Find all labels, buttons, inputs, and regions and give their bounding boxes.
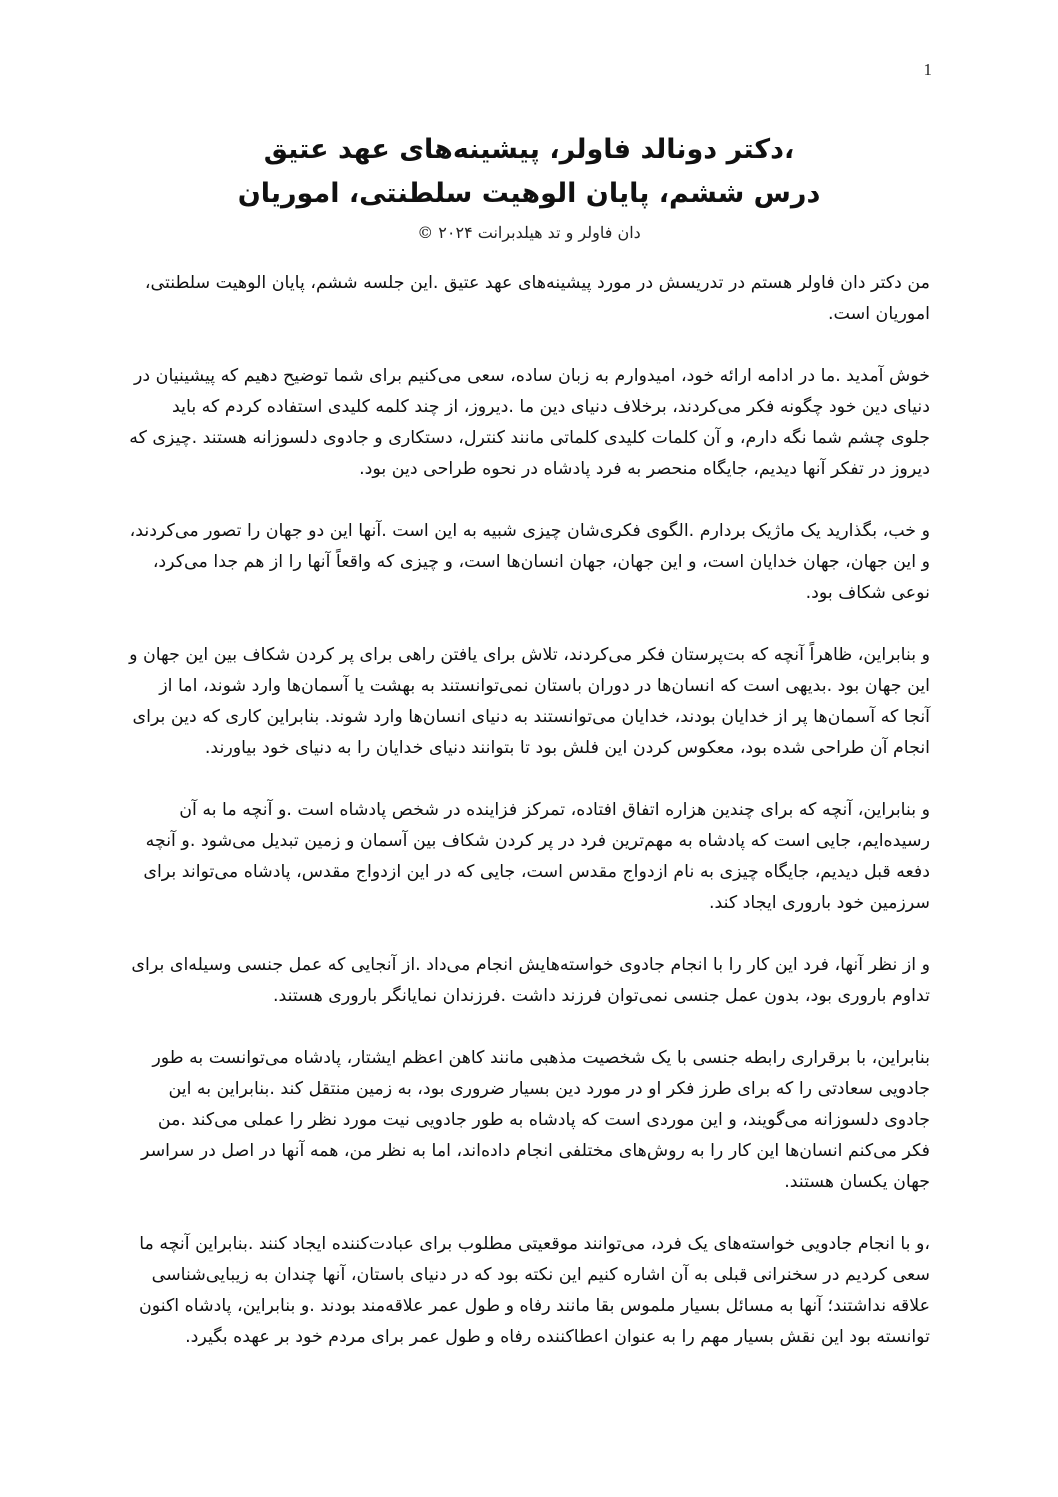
- paragraph: خوش آمدید .ما در ادامه ارائه خود، امیدوارم به زبان ساده، سعی می‌کنیم برای شما توضیح دهیم که پیشینیان در دنیای دین خود چگونه فکر می‌کردند، برخلاف دنیای دین ما .دیروز، از چند کلمه کلیدی استفاده کردم که باید جلوی چشم شما نگه دارم، و آن کلمات کلیدی کلماتی مانند کنترل، دستکاری و جادوی دلسوزانه هستند .چیزی که دیروز در تفکر آنها دیدیم، جایگاه منحصر به فرد پادشاه در نحوه طراحی دین بود.: [129, 366, 930, 479]
- document-title-line-1: ،دکتر دونالد فاولر، پیشینه‌های عهد عتیق: [263, 134, 795, 165]
- document-header: [120, 128, 938, 248]
- copyright-notice: دان فاولر و تد هیلدبرانت ۲۰۲۴ ©: [417, 223, 641, 242]
- paragraph: و بنابراین، ظاهراً آنچه که بت‌پرستان فکر می‌کردند، تلاش برای یافتن راهی برای پر کردن شکاف بین این جهان و این جهان بود .بدیهی است که انسان‌ها در دوران باستان نمی‌توانستند به بهشت یا آسمان‌ها وارد شوند، اما از آنجا که آسمان‌ها پر از خدایان بودند، خدایان می‌توانستند به دنیای انسان‌ها وارد شوند. بنابراین کاری که دین برای انجام آن طراحی شده بود، معکوس کردن این فلش بود تا بتوانند دنیای خدایان را به دنیای خود بیاورند.: [129, 645, 930, 758]
- paragraph: و خب، بگذارید یک ماژیک بردارم .الگوی فکری‌شان چیزی شبیه به این است .آنها این دو جهان را تصور می‌کردند، و این جهان، جهان خدایان است، و این جهان، جهان انسان‌ها است، و چیزی که واقعاً آنها را از هم جدا می‌کرد، نوعی شکاف بود.: [129, 521, 930, 603]
- paragraph: من دکتر دان فاولر هستم در تدریسش در مورد پیشینه‌های عهد عتیق .این جلسه ششم، پایان الوهیت سلطنتی، اموریان است.: [144, 273, 930, 324]
- paragraph: ،و با انجام جادویی خواسته‌های یک فرد، می‌توانند موقعیتی مطلوب برای عبادت‌کننده ایجاد کنند .بنابراین آنچه ما سعی کردیم در سخنرانی قبلی به آن اشاره کنیم این نکته بود که در دنیای باستان، آنها چندان به زیبایی‌شناسی علاقه نداشتند؛ آنها به مسائل بسیار ملموس بقا مانند رفاه و طول عمر علاقه‌مند بودند .و بنابراین، پادشاه اکنون توانسته بود این نقش بسیار مهم را به عنوان اعطاکننده رفاه و طول عمر برای مردم خود بر عهده بگیرد.: [139, 1234, 930, 1347]
- document-title-line-2: درس ششم، پایان الوهیت سلطنتی، اموریان: [237, 178, 821, 209]
- document-body: [128, 268, 930, 1384]
- page-number: 1: [923, 60, 932, 79]
- paragraph: بنابراین، با برقراری رابطه جنسی با یک شخصیت مذهبی مانند کاهن اعظم ایشتار، پادشاه می‌توانست به طور جادویی سعادتی را که برای طرز فکر او در مورد دین بسیار ضروری بود، به زمین منتقل کند .بنابراین به این جادوی دلسوزانه می‌گویند، و این موردی است که پادشاه به طور جادویی نیت مورد نظر را عملی می‌کند .من فکر می‌کنم انسان‌ها این کار را به روش‌های مختلفی انجام داده‌اند، اما به نظر من، همه آنها در اصل در سراسر جهان یکسان هستند.: [141, 1048, 930, 1192]
- paragraph: و از نظر آنها، فرد این کار را با انجام جادوی خواسته‌هایش انجام می‌داد .از آنجایی که عمل جنسی وسیله‌ای برای تداوم باروری بود، بدون عمل جنسی نمی‌توان فرزند داشت .فرزندان نمایانگر باروری هستند.: [131, 955, 930, 1006]
- paragraph: و بنابراین، آنچه که برای چندین هزاره اتفاق افتاده، تمرکز فزاینده در شخص پادشاه است .و آنچه ما به آن رسیده‌ایم، جایی است که پادشاه به مهم‌ترین فرد در پر کردن شکاف بین آسمان و زمین تبدیل می‌شود .و آنچه دفعه قبل دیدیم، جایگاه چیزی به نام ازدواج مقدس است، جایی که در این ازدواج مقدس، پادشاه می‌تواند برای سرزمین خود باروری ایجاد کند.: [143, 800, 930, 913]
